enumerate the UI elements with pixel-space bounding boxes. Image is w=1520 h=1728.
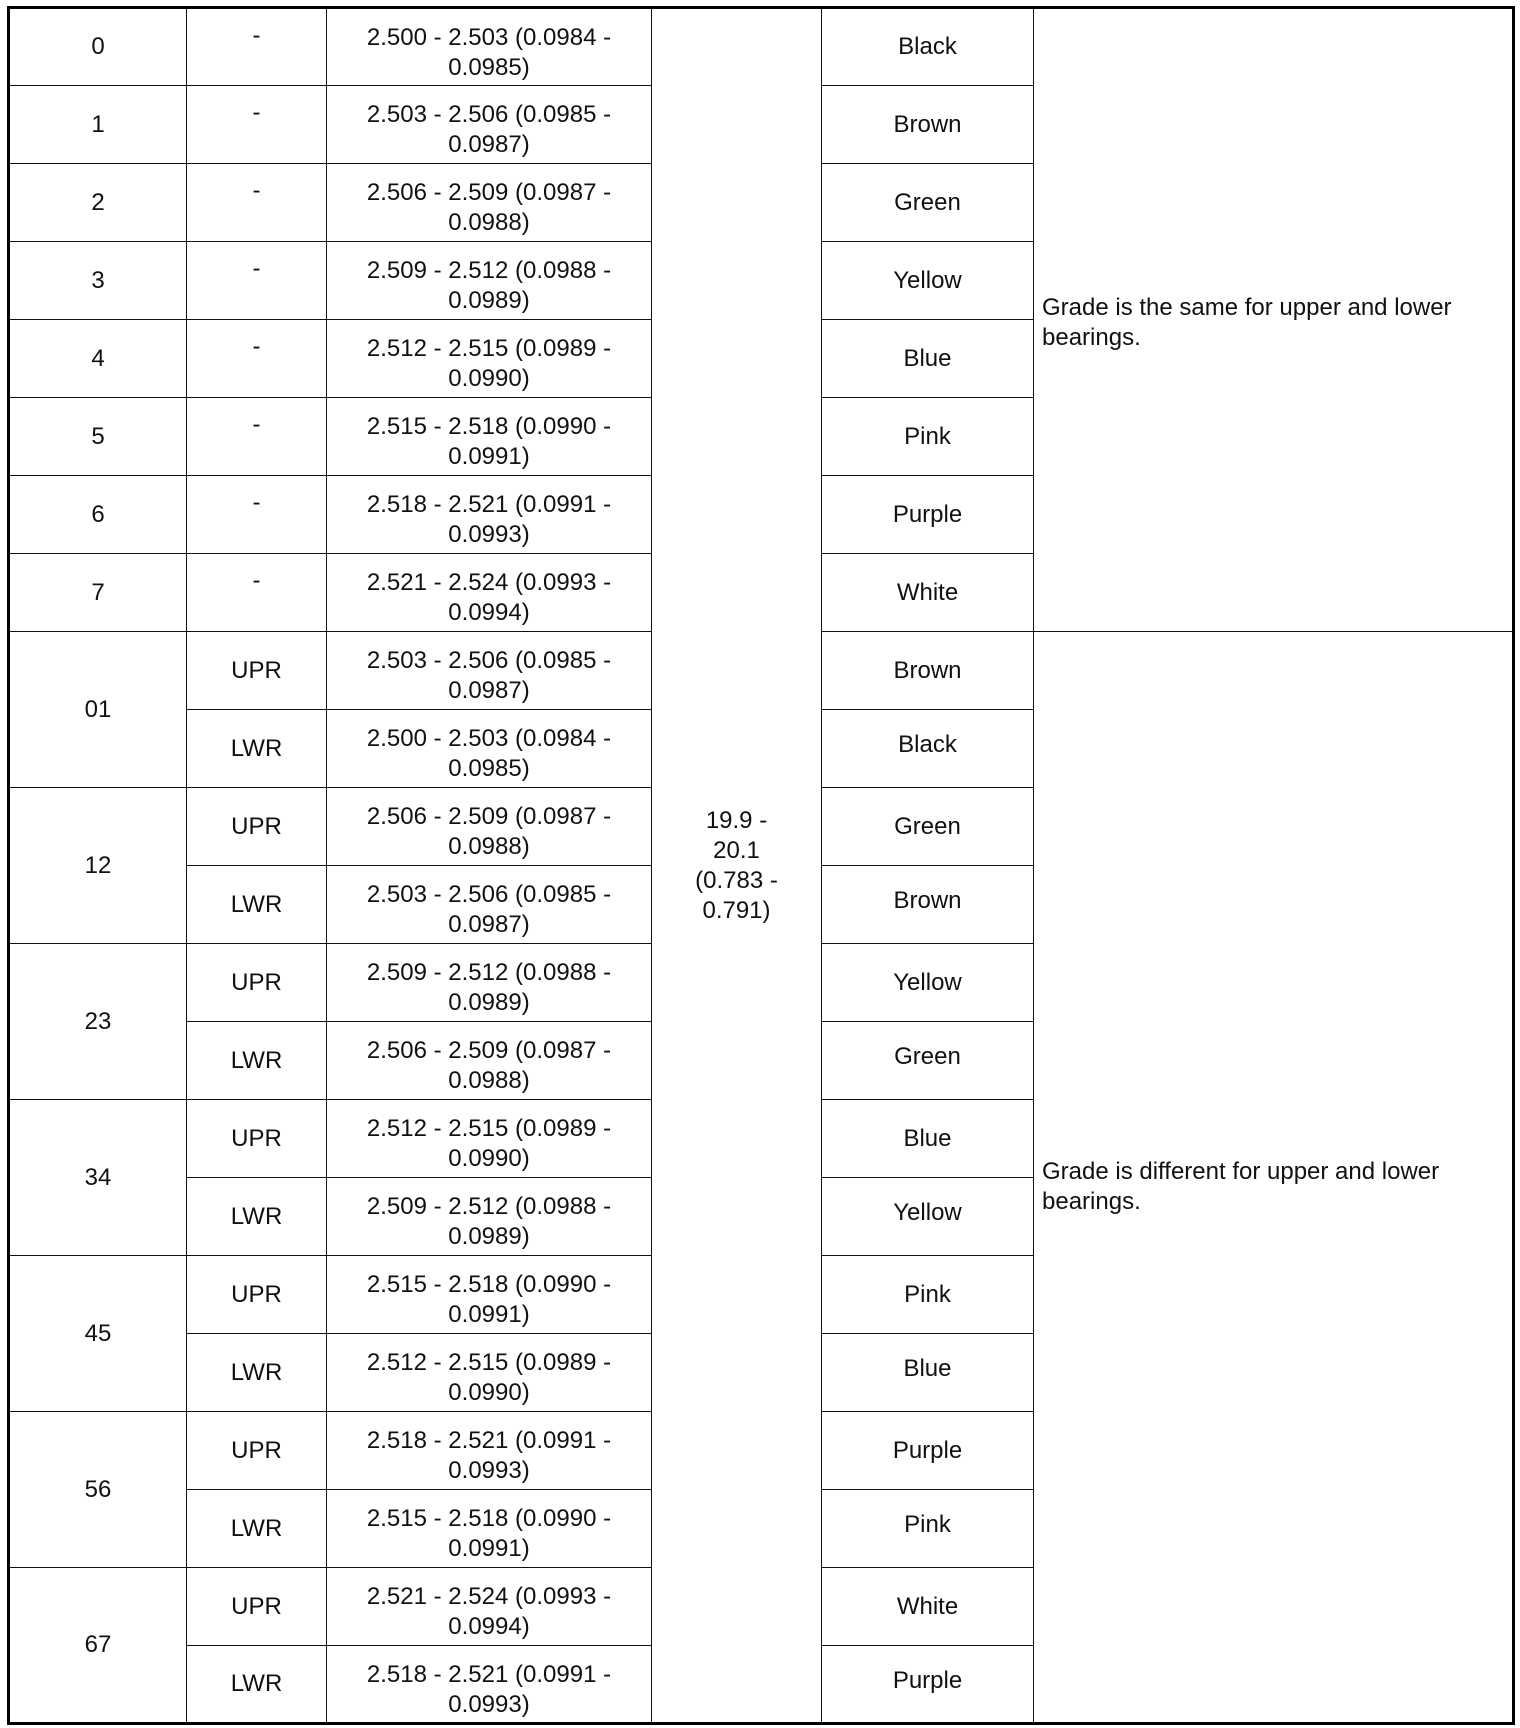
- position-cell: LWR: [187, 1334, 327, 1412]
- grade-cell: 6: [9, 476, 187, 554]
- width-range-cell: 19.9 - 20.1 (0.783 - 0.791): [652, 8, 822, 1724]
- color-cell: Purple: [822, 476, 1034, 554]
- color-cell: Brown: [822, 632, 1034, 710]
- thickness-cell: 2.515 - 2.518 (0.0990 - 0.0991): [327, 398, 652, 476]
- grade-cell: 12: [9, 788, 187, 944]
- color-cell: Yellow: [822, 944, 1034, 1022]
- position-cell: UPR: [187, 1256, 327, 1334]
- thickness-cell: 2.518 - 2.521 (0.0991 - 0.0993): [327, 1412, 652, 1490]
- mark-cell: -: [187, 476, 327, 554]
- mark-cell: -: [187, 242, 327, 320]
- color-cell: Blue: [822, 320, 1034, 398]
- color-cell: White: [822, 1568, 1034, 1646]
- position-cell: LWR: [187, 866, 327, 944]
- color-cell: Blue: [822, 1334, 1034, 1412]
- thickness-cell: 2.509 - 2.512 (0.0988 - 0.0989): [327, 944, 652, 1022]
- thickness-cell: 2.509 - 2.512 (0.0988 - 0.0989): [327, 242, 652, 320]
- position-cell: LWR: [187, 1646, 327, 1724]
- mark-cell: -: [187, 86, 327, 164]
- position-cell: UPR: [187, 632, 327, 710]
- position-cell: LWR: [187, 1022, 327, 1100]
- position-cell: UPR: [187, 1100, 327, 1178]
- thickness-cell: 2.518 - 2.521 (0.0991 - 0.0993): [327, 476, 652, 554]
- grade-cell: 56: [9, 1412, 187, 1568]
- thickness-cell: 2.503 - 2.506 (0.0985 - 0.0987): [327, 866, 652, 944]
- position-cell: LWR: [187, 1490, 327, 1568]
- color-cell: Pink: [822, 1490, 1034, 1568]
- color-cell: Yellow: [822, 1178, 1034, 1256]
- thickness-cell: 2.518 - 2.521 (0.0991 - 0.0993): [327, 1646, 652, 1724]
- position-cell: UPR: [187, 788, 327, 866]
- color-cell: Pink: [822, 398, 1034, 476]
- grade-cell: 3: [9, 242, 187, 320]
- position-cell: LWR: [187, 710, 327, 788]
- color-cell: Brown: [822, 866, 1034, 944]
- color-cell: Green: [822, 788, 1034, 866]
- color-cell: Blue: [822, 1100, 1034, 1178]
- thickness-cell: 2.503 - 2.506 (0.0985 - 0.0987): [327, 632, 652, 710]
- color-cell: Purple: [822, 1412, 1034, 1490]
- thickness-cell: 2.515 - 2.518 (0.0990 - 0.0991): [327, 1490, 652, 1568]
- mark-cell: -: [187, 164, 327, 242]
- color-cell: Green: [822, 1022, 1034, 1100]
- thickness-cell: 2.512 - 2.515 (0.0989 - 0.0990): [327, 320, 652, 398]
- thickness-cell: 2.503 - 2.506 (0.0985 - 0.0987): [327, 86, 652, 164]
- grade-cell: 0: [9, 8, 187, 86]
- thickness-cell: 2.506 - 2.509 (0.0987 - 0.0988): [327, 788, 652, 866]
- thickness-cell: 2.506 - 2.509 (0.0987 - 0.0988): [327, 164, 652, 242]
- color-cell: Green: [822, 164, 1034, 242]
- thickness-cell: 2.512 - 2.515 (0.0989 - 0.0990): [327, 1334, 652, 1412]
- grade-cell: 45: [9, 1256, 187, 1412]
- color-cell: Brown: [822, 86, 1034, 164]
- thickness-cell: 2.500 - 2.503 (0.0984 - 0.0985): [327, 8, 652, 86]
- grade-cell: 2: [9, 164, 187, 242]
- mark-cell: -: [187, 398, 327, 476]
- thickness-cell: 2.500 - 2.503 (0.0984 - 0.0985): [327, 710, 652, 788]
- thickness-cell: 2.521 - 2.524 (0.0993 - 0.0994): [327, 554, 652, 632]
- grade-cell: 7: [9, 554, 187, 632]
- grade-cell: 1: [9, 86, 187, 164]
- color-cell: Black: [822, 8, 1034, 86]
- thickness-cell: 2.515 - 2.518 (0.0990 - 0.0991): [327, 1256, 652, 1334]
- table-row: [9, 8, 1514, 86]
- bearing-grade-table: [7, 6, 1515, 1725]
- thickness-cell: 2.512 - 2.515 (0.0989 - 0.0990): [327, 1100, 652, 1178]
- grade-cell: 67: [9, 1568, 187, 1724]
- grade-cell: 5: [9, 398, 187, 476]
- color-cell: Yellow: [822, 242, 1034, 320]
- color-cell: White: [822, 554, 1034, 632]
- color-cell: Black: [822, 710, 1034, 788]
- grade-cell: 4: [9, 320, 187, 398]
- mark-cell: -: [187, 320, 327, 398]
- mark-cell: -: [187, 554, 327, 632]
- same-grade-note: Grade is the same for upper and lower bearings.: [1034, 8, 1514, 632]
- thickness-cell: 2.521 - 2.524 (0.0993 - 0.0994): [327, 1568, 652, 1646]
- color-cell: Pink: [822, 1256, 1034, 1334]
- thickness-cell: 2.506 - 2.509 (0.0987 - 0.0988): [327, 1022, 652, 1100]
- grade-cell: 23: [9, 944, 187, 1100]
- grade-cell: 01: [9, 632, 187, 788]
- color-cell: Purple: [822, 1646, 1034, 1724]
- position-cell: UPR: [187, 1568, 327, 1646]
- thickness-cell: 2.509 - 2.512 (0.0988 - 0.0989): [327, 1178, 652, 1256]
- mark-cell: -: [187, 8, 327, 86]
- position-cell: UPR: [187, 1412, 327, 1490]
- position-cell: UPR: [187, 944, 327, 1022]
- different-grade-note: Grade is different for upper and lower bearings.: [1034, 632, 1514, 1724]
- grade-cell: 34: [9, 1100, 187, 1256]
- position-cell: LWR: [187, 1178, 327, 1256]
